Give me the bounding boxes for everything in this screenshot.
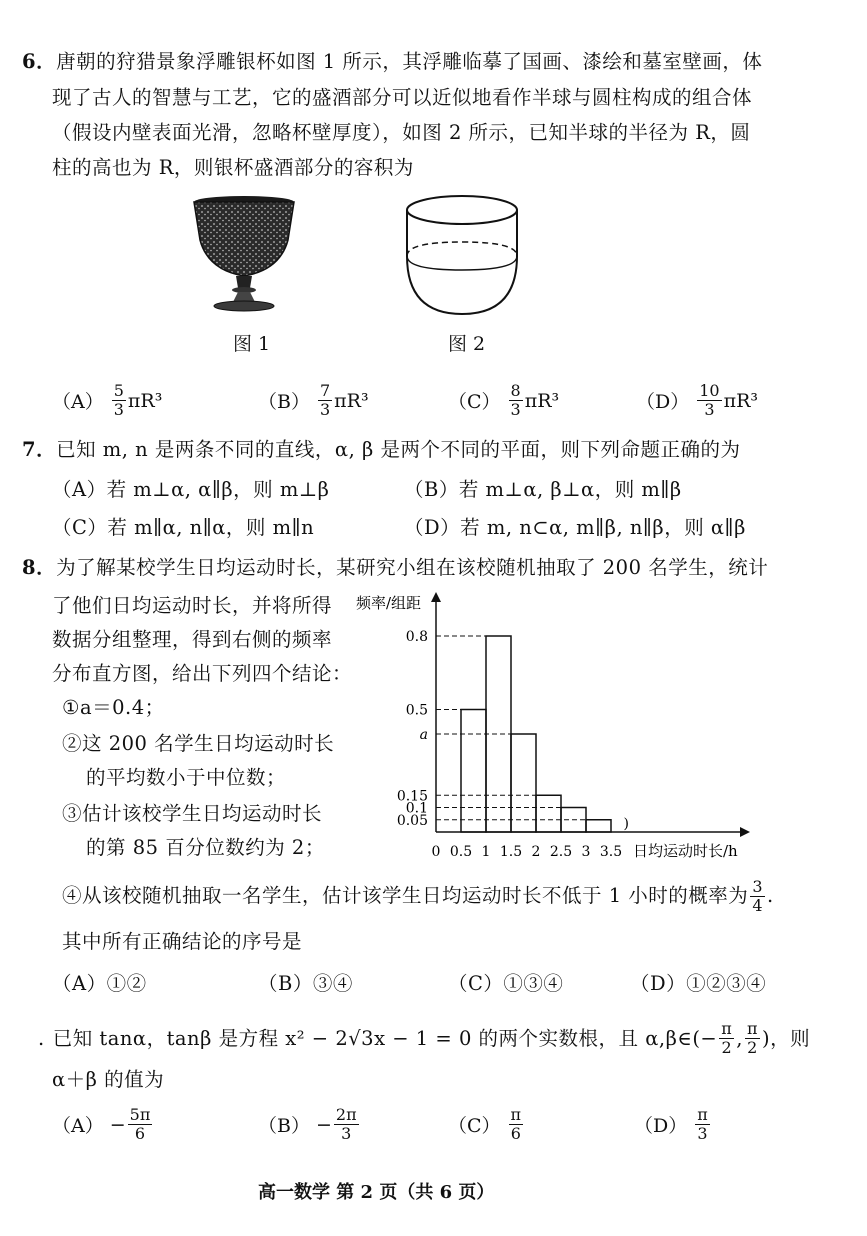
q7-option-d[interactable]: （D）若 m, n⊂α, m∥β, n∥β，则 α∥β — [404, 516, 746, 539]
x-axis-label: 日均运动时长/h — [633, 842, 738, 860]
x-tick-label: 0 — [431, 844, 441, 860]
x-tick-label: 3 — [581, 844, 591, 860]
histogram-bar — [511, 734, 536, 832]
x-tick-label: 3.5 — [599, 844, 623, 860]
fraction: $\frac{\pi}{3}$ — [697, 1105, 708, 1143]
q8-option-c[interactable]: （C）①③④ — [448, 972, 564, 995]
q7-number: 7． — [22, 438, 57, 461]
q8-ask: 其中所有正确结论的序号是 — [62, 930, 303, 953]
q6-line2: 现了古人的智慧与工艺，它的盛酒部分可以近似地看作半球与圆柱构成的组合体 — [52, 86, 753, 109]
q8-option-a[interactable]: （A）①② — [52, 972, 147, 995]
x-tick-label: 2 — [531, 844, 541, 860]
fraction: $\frac{3}{4}$ — [752, 877, 763, 915]
fraction: $\frac{10}{3}$ — [699, 381, 720, 419]
y-tick-label: 0.8 — [405, 629, 428, 645]
axis-break-mark: ) — [623, 816, 629, 832]
q8-line2: 了他们日均运动时长，并将所得 — [52, 594, 333, 617]
q8-conclusion-3a: ③估计该校学生日均运动时长 — [62, 802, 323, 825]
fraction: $\frac{2\pi}{3}$ — [335, 1105, 357, 1143]
y-axis-label: 频率/组距 — [356, 594, 422, 612]
histogram-bar — [486, 636, 511, 832]
q6-option-b[interactable]: （B） $\frac{7}{3}$ πR³ — [258, 381, 369, 419]
q8-line1: 8．为了解某校学生日均运动时长，某研究小组在该校随机抽取了 200 名学生，统计 — [22, 556, 769, 579]
q9-option-b[interactable]: （B） − $\frac{2\pi}{3}$ — [258, 1105, 357, 1143]
q8-conclusion-1: ①a＝0.4； — [62, 696, 165, 719]
y-tick-label: 0.1 — [405, 800, 428, 817]
fraction: $\frac{5\pi}{6}$ — [129, 1105, 151, 1143]
x-axis-arrow — [740, 827, 750, 837]
frequency-histogram — [352, 588, 760, 864]
figure-1-silver-cup — [188, 192, 300, 314]
fraction: $\frac{7}{3}$ — [319, 381, 331, 419]
figure-1-caption: 图 1 — [233, 333, 271, 355]
q6-option-c[interactable]: （C） $\frac{8}{3}$ πR³ — [448, 381, 560, 419]
fraction: $\frac{\pi}{6}$ — [510, 1105, 522, 1143]
q8-option-b[interactable]: （B）③④ — [258, 972, 353, 995]
q9-option-a[interactable]: （A） − $\frac{5\pi}{6}$ — [52, 1105, 151, 1143]
q8-line3: 数据分组整理，得到右侧的频率 — [52, 628, 333, 651]
page-footer: 高一数学 第 2 页（共 6 页） — [258, 1182, 495, 1203]
fraction: $\frac{5}{3}$ — [113, 381, 124, 419]
x-tick-label: 2.5 — [549, 844, 573, 860]
y-tick-label: 0.05 — [396, 812, 428, 829]
fraction: $\frac{\pi}{2}$ — [747, 1019, 759, 1057]
q9-number: . — [38, 1026, 45, 1050]
fraction: $\frac{\pi}{2}$ — [721, 1019, 733, 1057]
x-tick-label: 1 — [481, 844, 491, 860]
q8-line4: 分布直方图，给出下列四个结论： — [52, 662, 353, 685]
x-tick-label: 1.5 — [499, 844, 523, 860]
y-tick-label: 0.15 — [396, 788, 428, 805]
q6-option-a[interactable]: （A） $\frac{5}{3}$ πR³ — [52, 381, 163, 419]
q9-option-c[interactable]: （C） $\frac{\pi}{6}$ — [448, 1105, 522, 1143]
q7-option-a[interactable]: （A）若 m⊥α, α∥β，则 m⊥β — [52, 478, 330, 501]
histogram-bar — [536, 795, 561, 832]
figure-2-caption: 图 2 — [448, 333, 486, 355]
q9-option-d[interactable]: （D） $\frac{\pi}{3}$ — [634, 1105, 708, 1143]
q6-line1: 6．唐朝的狩猎景象浮雕银杯如图 1 所示，其浮雕临摹了国画、漆绘和墓室壁画，体 — [22, 50, 763, 73]
figure-2-hemisphere-cylinder — [402, 190, 522, 318]
q8-conclusion-3b: 的第 85 百分位数约为 2； — [86, 836, 325, 859]
q9-line1: . 已知 tanα，tanβ 是方程 x² − 2√3x − 1 = 0 的两个实数根，且 α,β∈(− $\frac{\pi}{2}$ , $\frac{\pi}{2}$ )，则 — [38, 1019, 811, 1057]
q9-line2: α＋β 的值为 — [52, 1068, 165, 1091]
q6-line3: （假设内壁表面光滑，忽略杯壁厚度），如图 2 所示，已知半球的半径为 R，圆 — [52, 121, 751, 144]
q8-number: 8． — [22, 556, 57, 579]
y-axis-arrow — [431, 592, 441, 602]
histogram-bar — [461, 710, 486, 833]
x-tick-label: 0.5 — [449, 844, 473, 860]
q6-line4: 柱的高也为 R，则银杯盛酒部分的容积为 — [52, 156, 414, 179]
q7-option-c[interactable]: （C）若 m∥α, n∥α，则 m∥n — [52, 516, 315, 539]
y-tick-label: a — [419, 727, 428, 743]
q6-option-d[interactable]: （D） $\frac{10}{3}$ πR³ — [636, 381, 759, 419]
q8-conclusion-4: ④从该校随机抽取一名学生，估计该学生日均运动时长不低于 1 小时的概率为 $\frac{3}{4}$ . — [62, 877, 774, 915]
q7-option-b[interactable]: （B）若 m⊥α, β⊥α，则 m∥β — [404, 478, 682, 501]
q8-conclusion-2b: 的平均数小于中位数； — [86, 766, 287, 789]
y-tick-label: 0.5 — [405, 702, 428, 719]
q7-stem: 7．已知 m, n 是两条不同的直线，α, β 是两个不同的平面，则下列命题正确的为 — [22, 438, 741, 461]
fraction: $\frac{8}{3}$ — [510, 381, 521, 419]
q8-option-d[interactable]: （D）①②③④ — [630, 972, 767, 995]
histogram-bar — [586, 820, 611, 832]
q8-conclusion-2a: ②这 200 名学生日均运动时长 — [62, 732, 335, 755]
q6-number: 6． — [22, 50, 57, 73]
